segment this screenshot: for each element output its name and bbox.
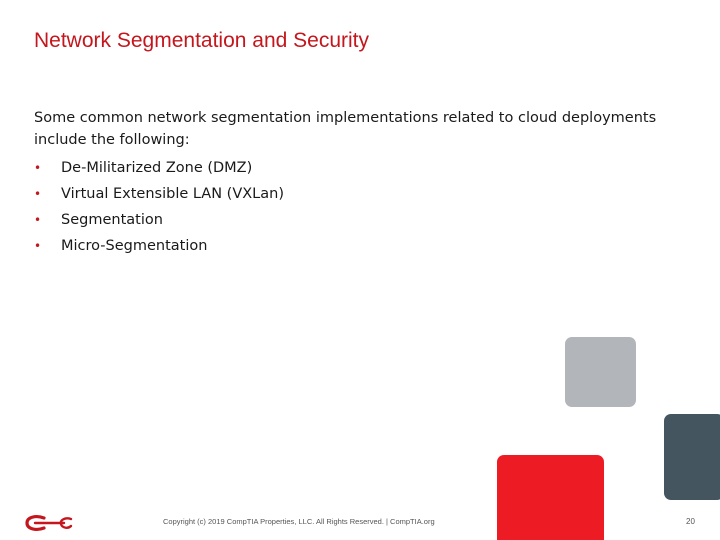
slide-title: Network Segmentation and Security (34, 29, 370, 52)
bullet-icon: • (34, 187, 42, 201)
comptia-logo-icon (24, 514, 74, 532)
list-item (34, 181, 694, 207)
bullet-icon: • (34, 239, 42, 253)
list-item-label: Segmentation (61, 212, 163, 228)
list-item (34, 233, 694, 259)
list-item-label: Virtual Extensible LAN (VXLan) (61, 186, 284, 202)
bullet-icon: • (34, 213, 42, 227)
list-item-label: Micro-Segmentation (61, 238, 208, 254)
copyright-footer: Copyright (c) 2019 CompTIA Properties, LLC. All Rights Reserved. | CompTIA.org (163, 517, 435, 526)
bullet-list (34, 155, 694, 259)
bullet-icon: • (34, 161, 42, 175)
decorative-tile-red (497, 455, 604, 540)
decorative-tile-gray (565, 337, 636, 407)
list-item (34, 155, 694, 181)
page-number: 20 (686, 517, 695, 526)
intro-text: Some common network segmentation implementations related to cloud deployments include the following: (34, 110, 657, 148)
slide-body (34, 107, 694, 259)
decorative-tile-dark (664, 414, 720, 500)
list-item (34, 207, 694, 233)
list-item-label: De-Militarized Zone (DMZ) (61, 160, 253, 176)
